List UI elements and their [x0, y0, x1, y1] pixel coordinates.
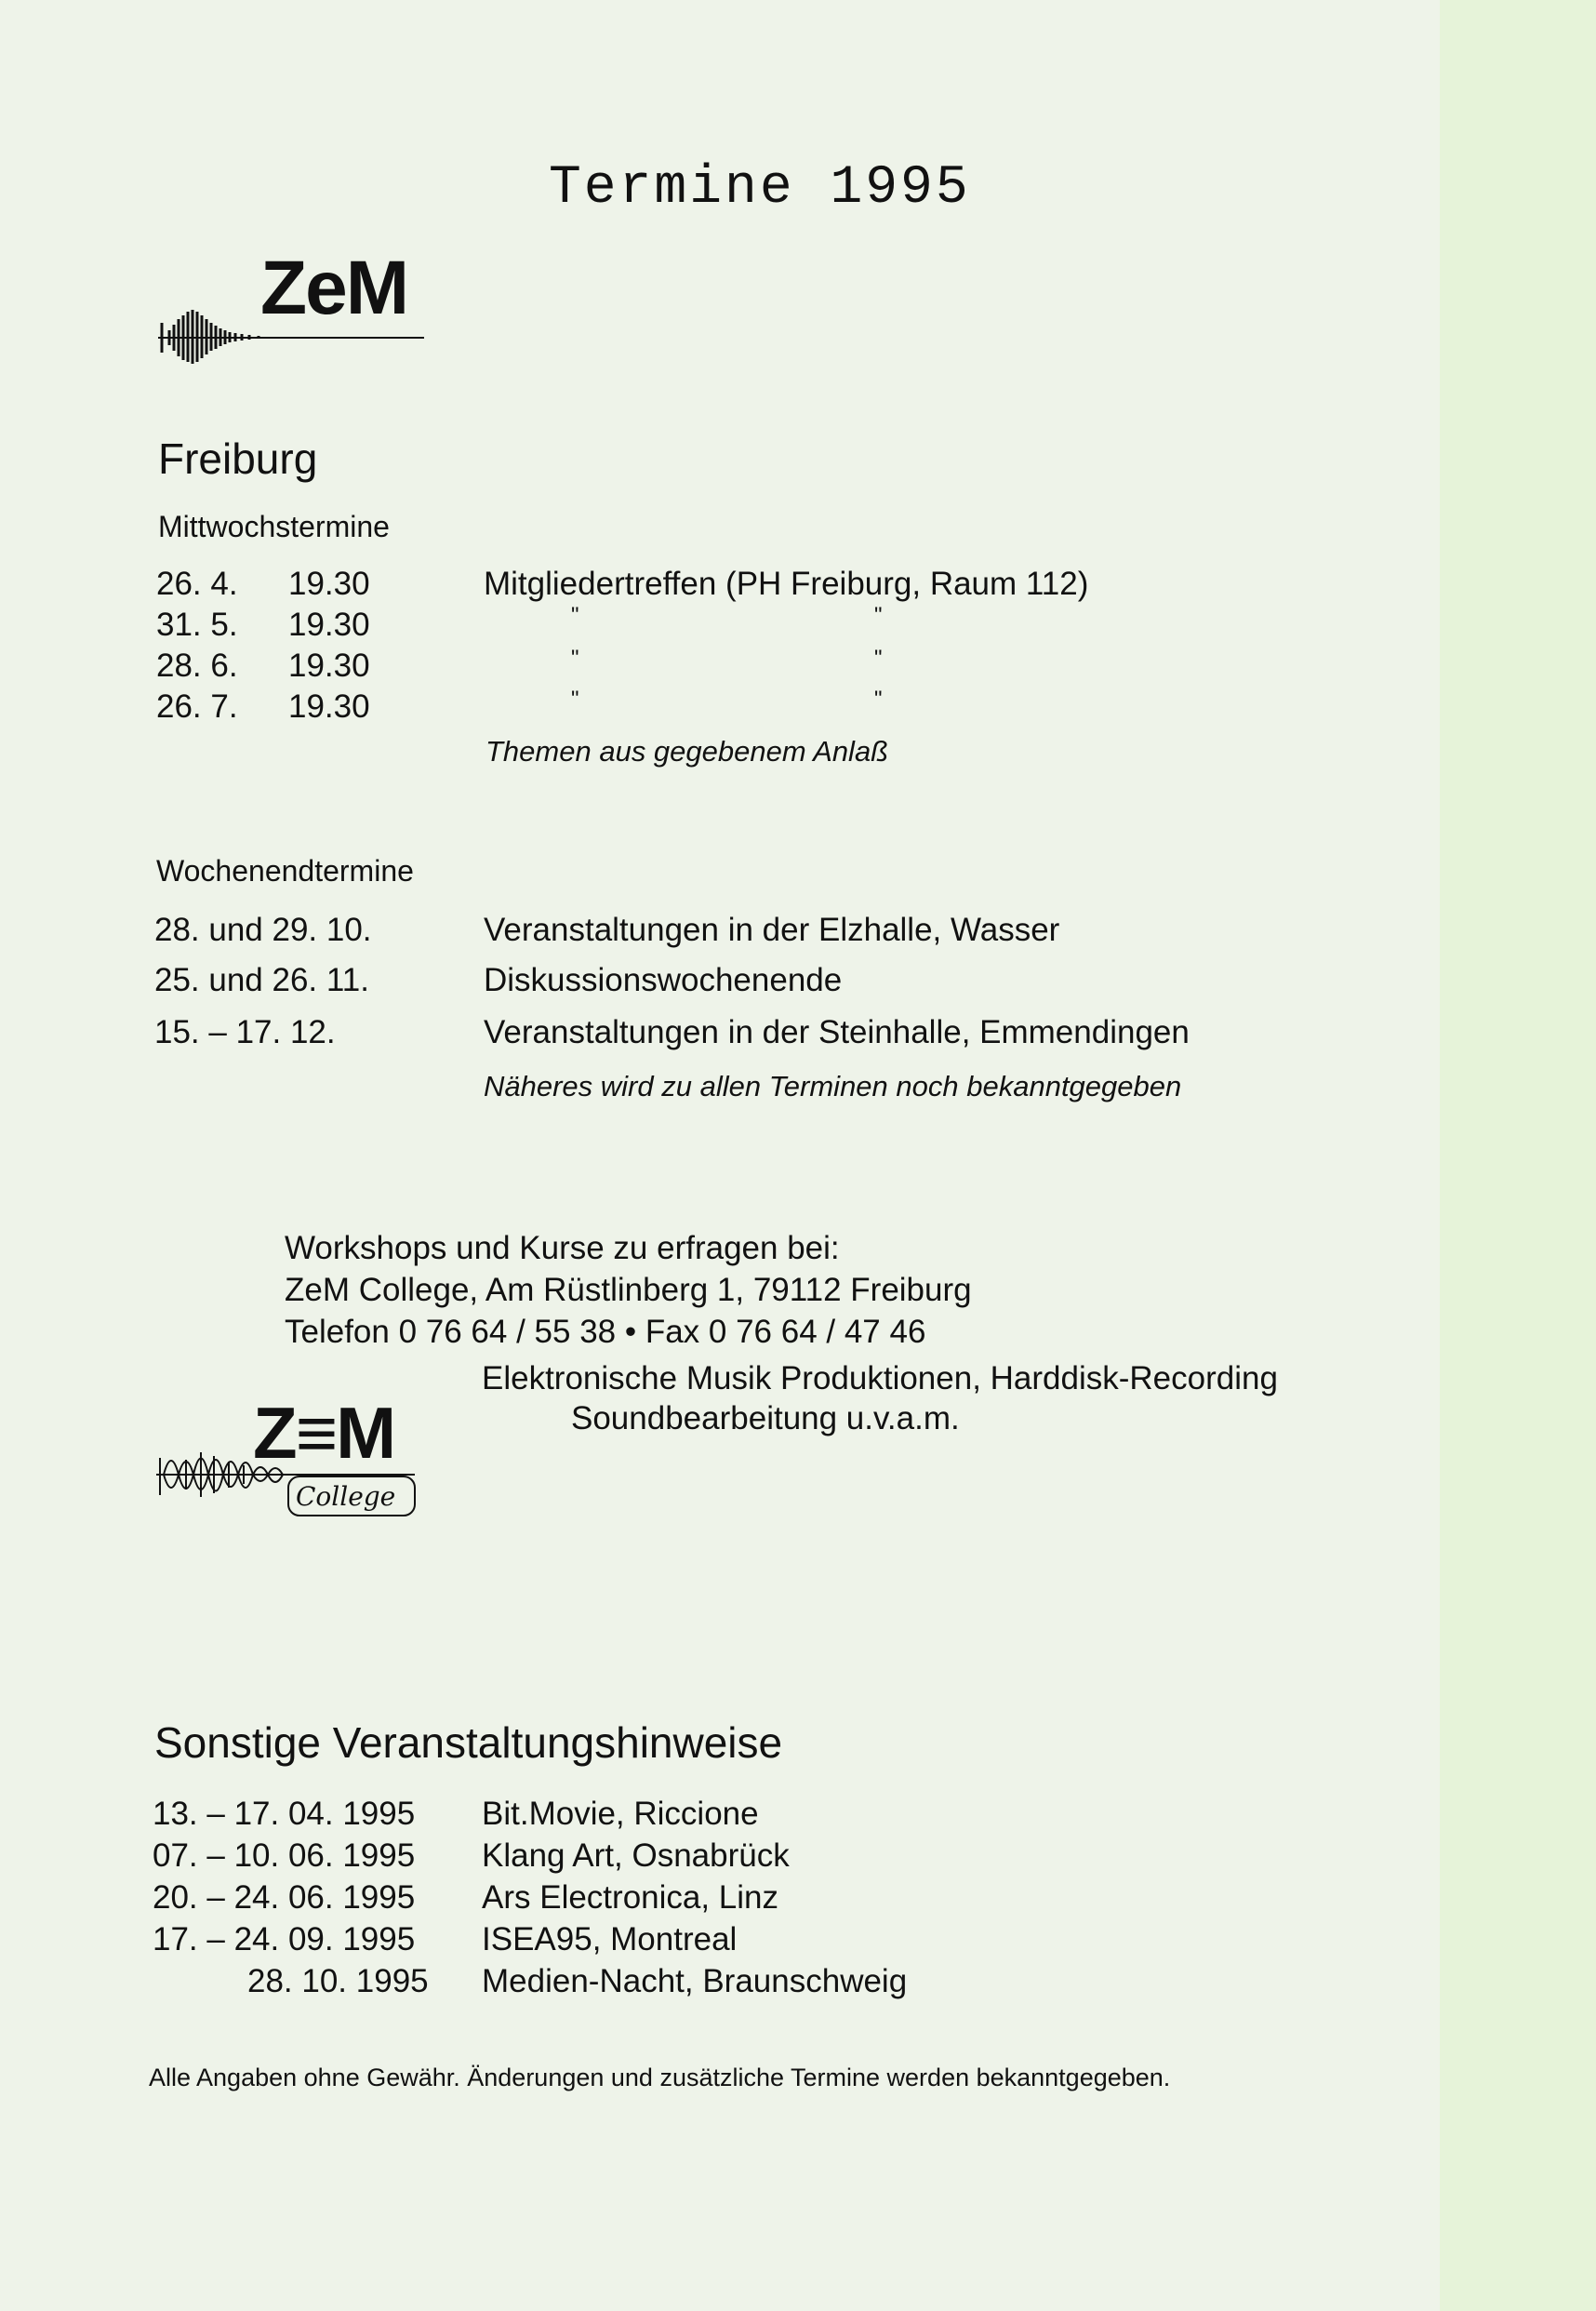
- wochenende-event: Veranstaltungen in der Elzhalle, Wasser: [484, 912, 1060, 948]
- sonstige-event: Ars Electronica, Linz: [482, 1879, 779, 1916]
- ditto-mark: ": [571, 687, 579, 712]
- sonstige-date: 17. – 24. 09. 1995: [153, 1921, 416, 1957]
- freiburg-heading: Freiburg: [158, 434, 318, 483]
- wochenende-date: 28. und 29. 10.: [154, 912, 372, 948]
- sonstige-event: Klang Art, Osnabrück: [482, 1837, 790, 1874]
- college-line: Workshops und Kurse zu erfragen bei:: [285, 1230, 840, 1266]
- mittwoch-heading: Mittwochstermine: [158, 510, 390, 543]
- mittwoch-date: 28. 6.: [156, 648, 238, 684]
- wochenende-heading: Wochenendtermine: [156, 854, 414, 888]
- zem-logo-text: ZeM: [260, 246, 407, 330]
- college-services: Elektronische Musik Produktionen, Harddisk-Recording: [482, 1360, 1278, 1396]
- zem-college-logo: [149, 1391, 428, 1530]
- mittwoch-time: 19.30: [288, 648, 370, 684]
- mittwoch-date: 26. 7.: [156, 688, 238, 725]
- sonstige-date: 07. – 10. 06. 1995: [153, 1837, 416, 1874]
- page-edge-strip: [1440, 0, 1596, 2311]
- ditto-mark: ": [874, 603, 883, 628]
- wochenende-event: Veranstaltungen in der Steinhalle, Emmendingen: [484, 1014, 1190, 1050]
- sonstige-date: 20. – 24. 06. 1995: [153, 1879, 416, 1916]
- sonstige-date: 13. – 17. 04. 1995: [153, 1796, 416, 1832]
- sonstige-event: Bit.Movie, Riccione: [482, 1796, 759, 1832]
- college-phone: Telefon 0 76 64 / 55 38 • Fax 0 76 64 / 47 46: [285, 1314, 926, 1350]
- page-title: Termine 1995: [549, 158, 971, 219]
- zem-logo: [149, 237, 437, 367]
- wochenende-date: 25. und 26. 11.: [154, 962, 369, 998]
- mittwoch-note: Themen aus gegebenem Anlaß: [485, 735, 889, 768]
- wochenende-date: 15. – 17. 12.: [154, 1014, 336, 1050]
- college-address: ZeM College, Am Rüstlinberg 1, 79112 Freiburg: [285, 1272, 972, 1308]
- mittwoch-date: 31. 5.: [156, 607, 238, 643]
- ditto-mark: ": [874, 687, 883, 712]
- mittwoch-time: 19.30: [288, 607, 370, 643]
- sonstige-event: ISEA95, Montreal: [482, 1921, 738, 1957]
- mittwoch-time: 19.30: [288, 566, 370, 602]
- mittwoch-date: 26. 4.: [156, 566, 238, 602]
- sonstige-date: 28. 10. 1995: [247, 1963, 429, 1999]
- ditto-mark: ": [874, 646, 883, 671]
- college-services: Soundbearbeitung u.v.a.m.: [571, 1400, 960, 1436]
- wochenende-note: Näheres wird zu allen Terminen noch bekanntgegeben: [484, 1070, 1182, 1102]
- sonstige-event: Medien-Nacht, Braunschweig: [482, 1963, 908, 1999]
- ditto-mark: ": [571, 603, 579, 628]
- ditto-mark: ": [571, 646, 579, 671]
- zem-college-logo-subtext: College: [296, 1481, 396, 1512]
- sonstige-heading: Sonstige Veranstaltungshinweise: [154, 1718, 783, 1767]
- mittwoch-time: 19.30: [288, 688, 370, 725]
- footer-disclaimer: Alle Angaben ohne Gewähr. Änderungen und zusätzliche Termine werden bekanntgegeben.: [149, 2064, 1171, 2091]
- wochenende-event: Diskussionswochenende: [484, 962, 843, 998]
- zem-college-logo-text: Z≡M: [253, 1392, 395, 1474]
- mittwoch-event: Mitgliedertreffen (PH Freiburg, Raum 112): [484, 566, 1089, 602]
